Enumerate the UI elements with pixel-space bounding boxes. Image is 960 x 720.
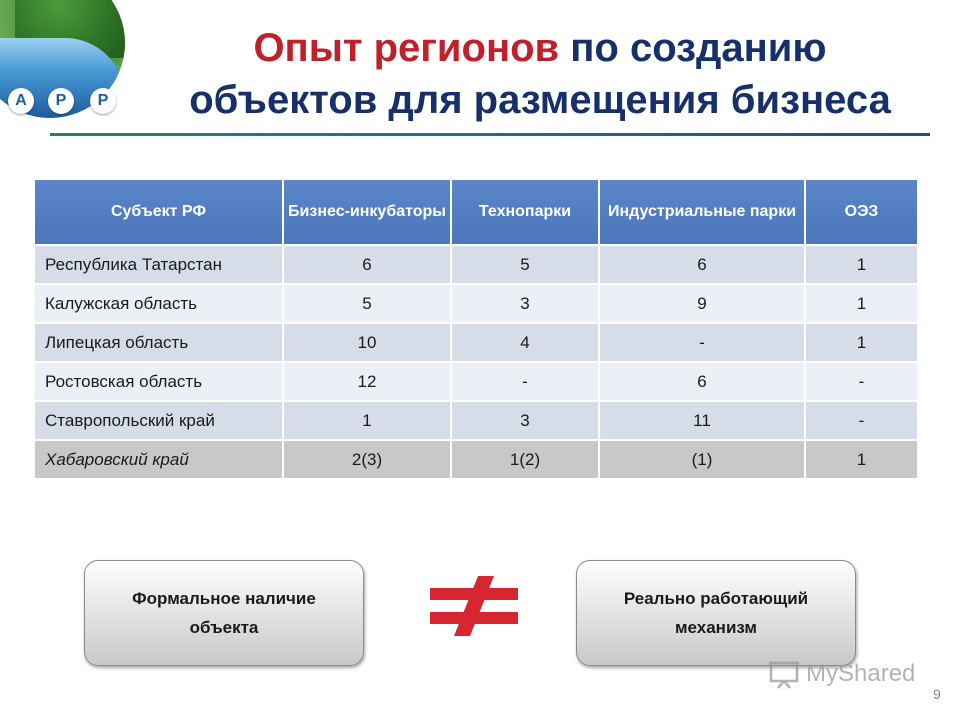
watermark-text: MyShared xyxy=(806,660,916,687)
value-cell: 11 xyxy=(599,401,805,440)
value-cell: 1 xyxy=(283,401,451,440)
not-equal-icon xyxy=(428,576,522,636)
header-industrial-parks: Индустриальные парки xyxy=(599,180,805,245)
value-cell: 9 xyxy=(599,284,805,323)
region-cell: Ростовская область xyxy=(35,362,283,401)
value-cell: 6 xyxy=(599,245,805,284)
header-sez: ОЭЗ xyxy=(805,180,917,245)
value-cell: 1(2) xyxy=(451,440,599,478)
region-cell: Калужская область xyxy=(35,284,283,323)
value-cell: - xyxy=(805,401,917,440)
value-cell: - xyxy=(451,362,599,401)
title-divider xyxy=(50,133,930,136)
slide-title xyxy=(125,22,955,126)
logo xyxy=(0,0,125,140)
watermark xyxy=(768,656,915,692)
table-row xyxy=(35,362,917,401)
value-cell: - xyxy=(599,323,805,362)
value-cell: 3 xyxy=(451,401,599,440)
regions-table xyxy=(35,180,917,478)
working-mechanism-box xyxy=(576,560,856,666)
table-row xyxy=(35,245,917,284)
title-highlight: Опыт регионов xyxy=(253,26,560,70)
page-number: 9 xyxy=(933,686,941,702)
region-cell: Липецкая область xyxy=(35,323,283,362)
title-line2: объектов для размещения бизнеса xyxy=(189,78,891,122)
value-cell: 2(3) xyxy=(283,440,451,478)
logo-letter: P xyxy=(48,88,74,114)
presentation-icon xyxy=(768,658,800,690)
table-header-row xyxy=(35,180,917,245)
table-row xyxy=(35,284,917,323)
title-line1-rest: по созданию xyxy=(570,26,827,70)
logo-letters xyxy=(0,88,125,118)
value-cell: - xyxy=(805,362,917,401)
value-cell: 6 xyxy=(599,362,805,401)
logo-letter: P xyxy=(90,88,116,114)
table-row xyxy=(35,401,917,440)
logo-letter: A xyxy=(8,88,34,114)
not-equal-slash xyxy=(454,576,494,636)
value-cell: 6 xyxy=(283,245,451,284)
region-cell: Ставропольский край xyxy=(35,401,283,440)
value-cell: 1 xyxy=(805,440,917,478)
value-cell: 1 xyxy=(805,245,917,284)
value-cell: 4 xyxy=(451,323,599,362)
header-subject: Субъект РФ xyxy=(35,180,283,245)
table-row xyxy=(35,440,917,478)
region-cell: Хабаровский край xyxy=(35,440,283,478)
value-cell: 1 xyxy=(805,284,917,323)
value-cell: 10 xyxy=(283,323,451,362)
formal-presence-box xyxy=(84,560,364,666)
value-cell: (1) xyxy=(599,440,805,478)
working-mechanism-label: Реально работающий механизм xyxy=(623,589,809,637)
header-business-incubators: Бизнес-инкубаторы xyxy=(283,180,451,245)
region-cell: Республика Татарстан xyxy=(35,245,283,284)
value-cell: 5 xyxy=(283,284,451,323)
value-cell: 1 xyxy=(805,323,917,362)
table-row xyxy=(35,323,917,362)
value-cell: 5 xyxy=(451,245,599,284)
header-technoparks: Технопарки xyxy=(451,180,599,245)
formal-presence-label: Формальное наличие объекта xyxy=(132,589,316,637)
value-cell: 12 xyxy=(283,362,451,401)
value-cell: 3 xyxy=(451,284,599,323)
